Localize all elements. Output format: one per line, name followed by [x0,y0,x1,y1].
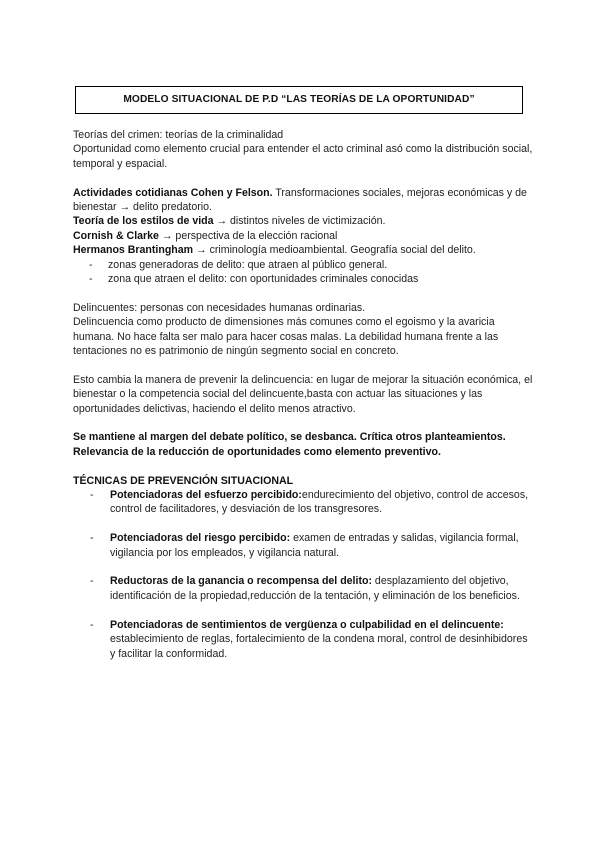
bold-statement-2 [73,445,533,459]
dash-bullet: - [89,258,93,271]
technique-title: Potenciadoras de sentimientos de vergüenza o culpabilidad en el delincuente: [110,618,504,631]
technique-text: desplazamiento del objetivo, identificación de la propiedad,reducción de la tentación, y eliminación de los beneficios. [110,575,520,602]
theory-lifestyle-title: Teoría de los estilos de vida [73,215,214,228]
technique-item [73,531,533,560]
technique-item [73,618,533,661]
dash-bullet: - [89,273,93,286]
theory-brantingham [73,243,533,257]
theory-activities-text: Transformaciones sociales, mejoras económicas y de bienestar → delito predatorio. [73,186,527,214]
bold-statement-1 [73,430,533,444]
technique-text: endurecimiento del objetivo, control de accesos, control de facilitadores, y desviación de los transgresores. [110,489,529,516]
theory-lifestyle [73,214,533,228]
technique-item [73,488,533,517]
brantingham-sublist [73,258,533,287]
technique-text: examen de entradas y salidas, vigilancia formal, vigilancia por los empleados, y vigilancia natural. [110,532,519,559]
theory-brantingham-text: → criminología medioambiental. Geografía social del delito. [193,244,476,257]
bold-statement-1-text: Se mantiene al margen del debate político, se desbanca. Crítica otros planteamientos. [73,431,506,444]
technique-title: Potenciadoras del esfuerzo percibido: [110,489,302,502]
list-item [89,272,533,286]
theory-brantingham-title: Hermanos Brantingham [73,244,194,257]
title-text: MODELO SITUACIONAL DE P.D “LAS TEORÍAS DE LA OPORTUNIDAD” [123,93,475,105]
techniques-list [73,488,533,661]
delincuentes-line-2: Delincuencia como producto de dimensiones más comunes como el egoismo y la avaricia humana. No hace falta ser malo para hacer cosas malas. La debilidad humana frente a las tentaciones no es patrimonio de ningún segmento social en concreto. [73,316,499,358]
intro-line-1: Teorías del crimen: teorías de la criminalidad [73,129,284,141]
theory-lifestyle-text: → distintos niveles de victimización. [213,215,386,228]
list-item-text: zonas generadoras de delito: que atraen al público general. [108,258,388,271]
theory-cornish-title: Cornish & Clarke [73,229,159,242]
theory-cornish-text: → perspectiva de la elección racional [158,229,338,242]
document-title [75,86,523,114]
technique-title: Potenciadoras del riesgo percibido: [110,532,291,545]
theory-cornish-clarke [73,229,533,243]
theory-activities-title: Actividades cotidianas Cohen y Felson. [73,186,273,199]
technique-title: Reductoras de la ganancia o recompensa del delito: [110,575,372,588]
dash-bullet: - [90,489,94,502]
intro-line-2: Oportunidad como elemento crucial para entender el acto criminal asó como la distribución social, temporal y espacial. [73,143,533,170]
dash-bullet: - [90,532,94,545]
technique-item [73,574,533,603]
technique-text: establecimiento de reglas, fortalecimiento de la condena moral, control de desinhibidores y facilitar la conformidad. [110,633,528,660]
list-item-text: zona que atraen el delito: con oportunidades criminales conocidas [108,273,419,286]
bold-statement-2-text: Relevancia de la reducción de oportunidades como elemento preventivo. [73,445,441,458]
document-body [73,128,533,675]
techniques-heading: TÉCNICAS DE PREVENCIÓN SITUACIONAL [73,474,294,487]
delincuentes-line-1: Delincuentes: personas con necesidades humanas ordinarias. [73,301,366,314]
prevention-paragraph: Esto cambia la manera de prevenir la delincuencia: en lugar de mejorar la situación económica, el bienestar o la competencia social del delincuente,basta con actuar las situaciones y las oportunidades delictivas, haciendo el delito menos atractivo. [73,373,533,415]
dash-bullet: - [90,575,94,588]
list-item [89,258,533,272]
dash-bullet: - [90,618,94,631]
theory-activities [73,186,533,215]
